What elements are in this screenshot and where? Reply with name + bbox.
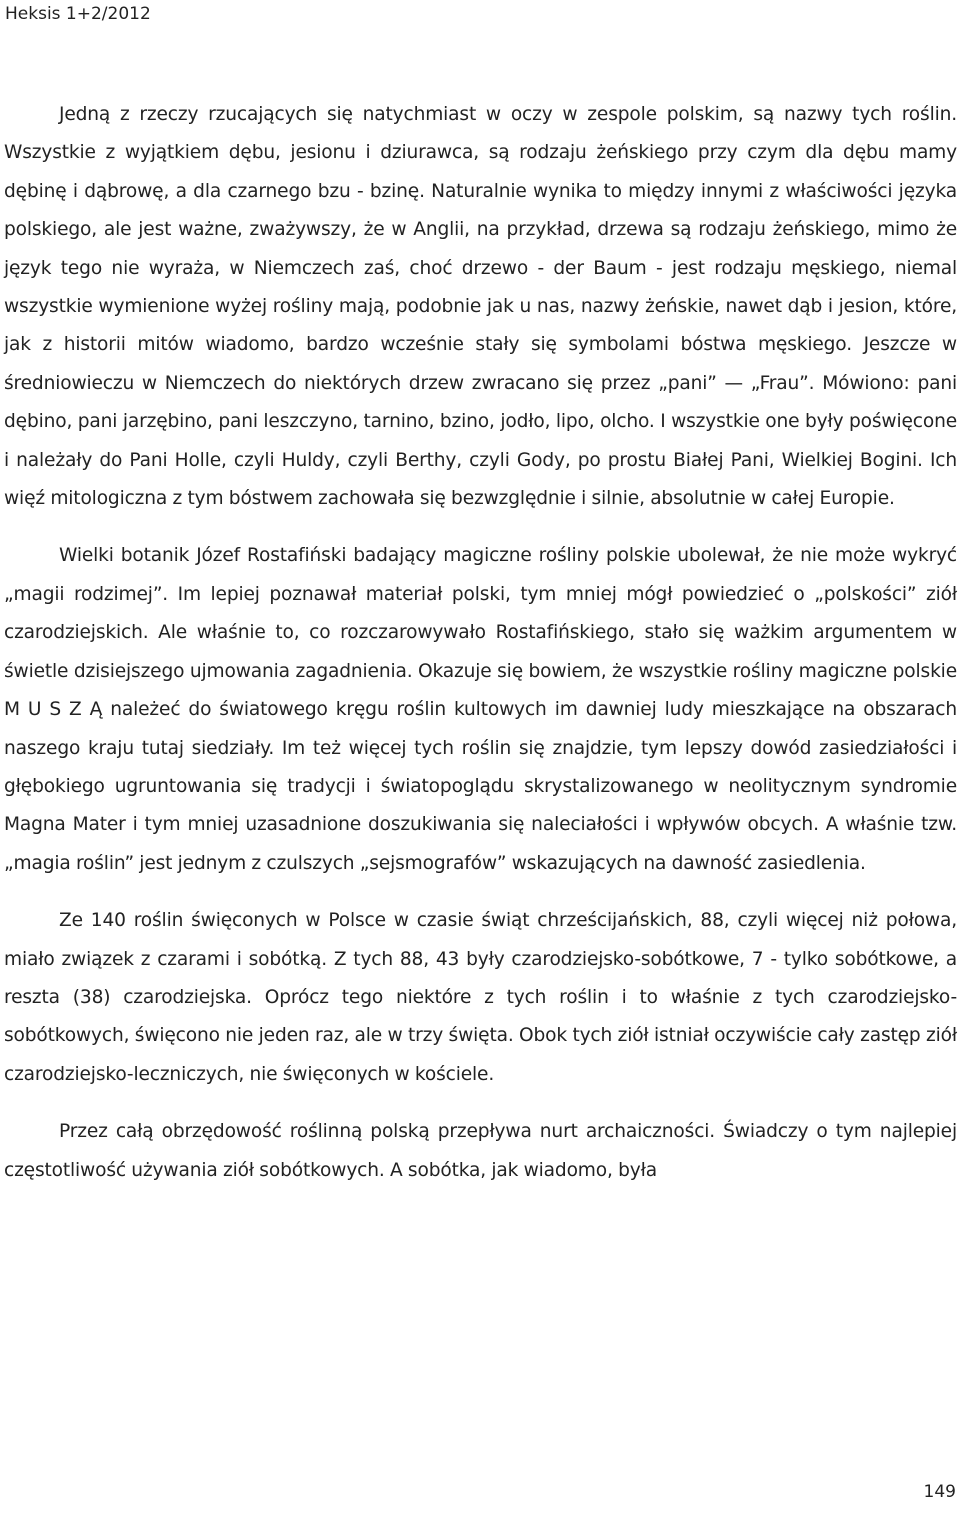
paragraph-4: Przez całą obrzędowość roślinną polską przepływa nurt archaiczności. Świadczy o tym najlepiej częstotliwość używania ziół sobótkowych. A sobótka, jak wiadomo, była [4, 1121, 957, 1181]
paragraph-2: Wielki botanik Józef Rostafiński badający magiczne rośliny polskie ubolewał, że nie może wykryć „magii rodzimej”. Im lepiej poznawał materiał polski, tym mniej mógł powiedzieć o „polskości” ziół czarodziejskich. Ale właśnie to, co rozczarowywało Rostafińskiego, stało się ważkim argumentem w świetle dzisiejszego ujmowania zagadnienia. Okazuje się bowiem, że wszystkie rośliny magiczne polskie M U S Z Ą należeć do światowego kręgu roślin kultowych im dawniej ludy mieszkające na obszarach naszego kraju tutaj siedziały. Im też więcej tych roślin się znajdzie, tym lepszy dowód zasiedziałości i głębokiego ugruntowania się tradycji i światopoglądu skrystalizowanego w neolitycznym syndromie Magna Mater i tym mniej uzasadnione doszukiwania się naleciałości i wpływów obcych. A właśnie tzw. „magia roślin” jest jednym z czulszych „sejsmografów” wskazujących na dawność zasiedlenia. [4, 545, 957, 874]
page-number: 149 [923, 1482, 956, 1502]
article-body [4, 96, 957, 1190]
paragraph-3: Ze 140 roślin święconych w Polsce w czasie świąt chrześcijańskich, 88, czyli więcej niż połowa, miało związek z czarami i sobótką. Z tych 88, 43 były czarodziejsko-sobótkowe, 7 - tylko sobótkowe, a reszta (38) czarodziejska. Oprócz tego niektóre z tych roślin i to właśnie z tych czarodziejsko-sobótkowych, święcono nie jeden raz, ale w trzy święta. Obok tych ziół istniał oczywiście cały zastęp ziół czarodziejsko-leczniczych, nie święconych w kościele. [4, 910, 957, 1085]
paragraph-1: Jedną z rzeczy rzucających się natychmiast w oczy w zespole polskim, są nazwy tych roślin. Wszystkie z wyjątkiem dębu, jesionu i dziurawca, są rodzaju żeńskiego przy czym dla dębu mamy dębinę i dąbrowę, a dla czarnego bzu - bzinę. Naturalnie wynika to między innymi z właściwości języka polskiego, ale jest ważne, zważywszy, że w Anglii, na przykład, drzewa są rodzaju żeńskiego, mimo że język tego nie wyraża, w Niemczech zaś, choć drzewo - der Baum - jest rodzaju męskiego, niemal wszystkie wymienione wyżej rośliny mają, podobnie jak u nas, nazwy żeńskie, nawet dąb i jesion, które, jak z historii mitów wiadomo, bardzo wcześnie stały się symbolami bóstwa męskiego. Jeszcze w średniowieczu w Niemczech do niektórych drzew zwracano się przez „pani” — „Frau”. Mówiono: pani dębino, pani jarzębino, pani leszczyno, tarnino, bzino, jodło, lipo, olcho. I wszystkie one były poświęcone i należały do Pani Holle, czyli Huldy, czyli Berthy, czyli Gody, po prostu Białej Pani, Wielkiej Bogini. Ich więź mitologiczna z tym bóstwem zachowała się bezwzględnie i silnie, absolutnie w całej Europie. [4, 104, 957, 510]
running-header: Heksis 1+2/2012 [5, 4, 151, 24]
